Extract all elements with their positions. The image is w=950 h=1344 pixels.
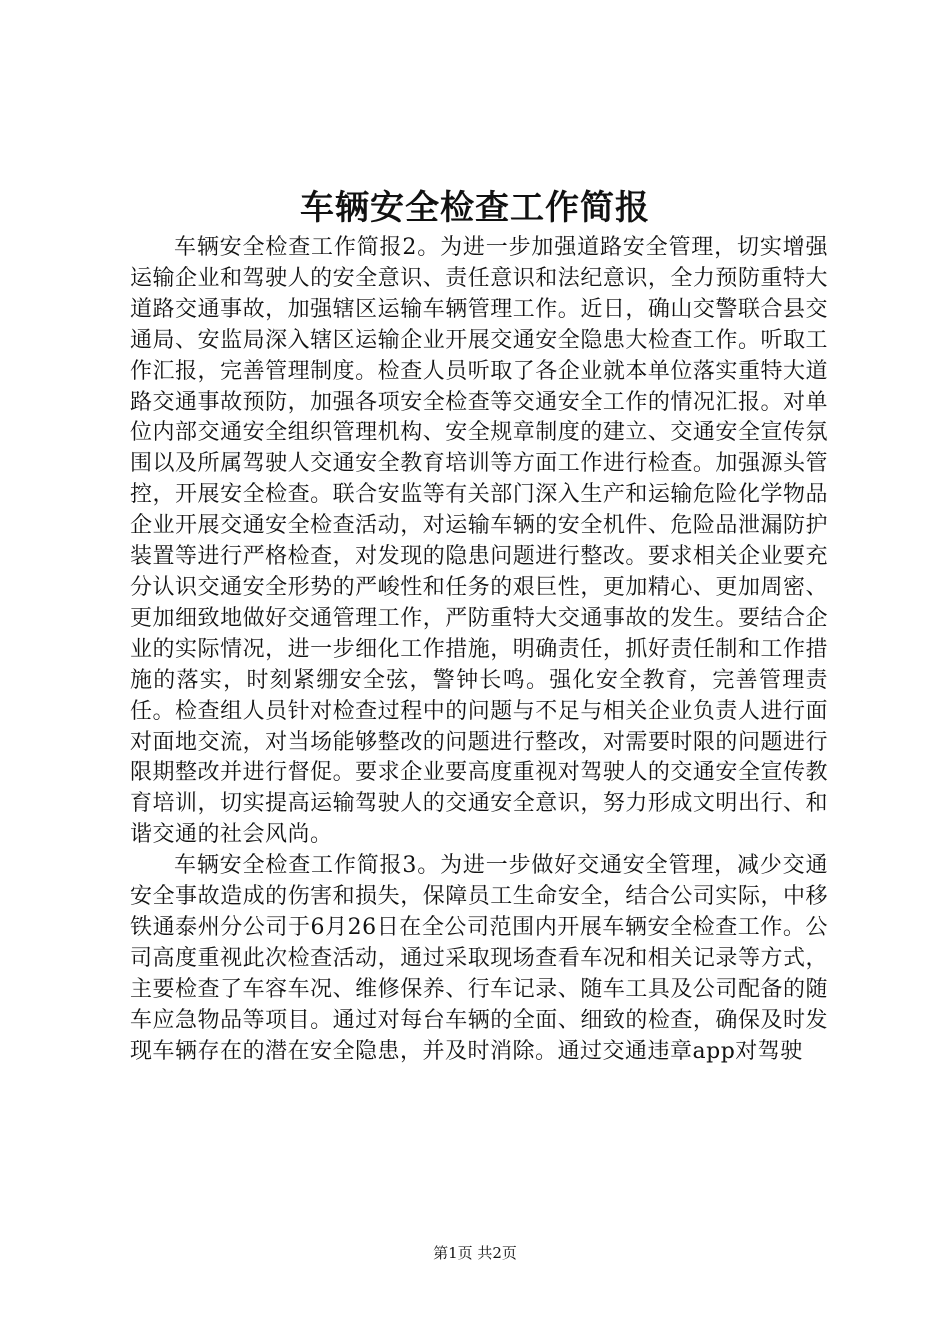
paragraph-report-3: 车辆安全检查工作简报3。为进一步做好交通安全管理，减少交通安全事故造成的伤害和损失，保障员工生命安全，结合公司实际，中移铁通泰州分公司于6月26日在全公司范围内开展车辆安全检查工作。公司高度重视此次检查活动，通过采取现场查看车况和相关记录等方式，主要检查了车容车况、维修保养、行车记录、随车工具及公司配备的随车应急物品等项目。通过对每台车辆的全面、细致的检查，确保及时发现车辆存在的潜在安全隐患，并及时消除。通过交通违章app对驾驶 (130, 853, 828, 1064)
paragraph-report-2: 车辆安全检查工作简报2。为进一步加强道路安全管理，切实增强运输企业和驾驶人的安全意识、责任意识和法纪意识，全力预防重特大道路交通事故，加强辖区运输车辆管理工作。近日，确山交警联合县交通局、安监局深入辖区运输企业开展交通安全隐患大检查工作。听取工作汇报，完善管理制度。检查人员听取了各企业就本单位落实重特大道路交通事故预防，加强各项安全检查等交通安全工作的情况汇报。对单位内部交通安全组织管理机构、安全规章制度的建立、交通安全宣传氛围以及所属驾驶人交通安全教育培训等方面工作进行检查。加强源头管控，开展安全检查。联合安监等有关部门深入生产和运输危险化学物品企业开展交通安全检查活动，对运输车辆的安全机件、危险品泄漏防护装置等进行严格检查，对发现的隐患问题进行整改。要求相关企业要充分认识交通安全形势的严峻性和任务的艰巨性，更加精心、更加周密、更加细致地做好交通管理工作，严防重特大交通事故的发生。要结合企业的实际情况，进一步细化工作措施，明确责任，抓好责任制和工作措施的落实，时刻紧绷安全弦，警钟长鸣。强化安全教育，完善管理责任。检查组人员针对检查过程中的问题与不足与相关企业负责人进行面对面地交流，对当场能够整改的问题进行整改，对需要时限的问题进行限期整改并进行督促。要求企业要高度重视对驾驶人的交通安全宣传教育培训，切实提高运输驾驶人的交通安全意识，努力形成文明出行、和谐交通的社会风尚。 (130, 235, 828, 848)
document-title: 车辆安全检查工作简报 (300, 188, 650, 228)
document-body (130, 233, 828, 1067)
page-footer: 第1页 共2页 (433, 1244, 517, 1262)
